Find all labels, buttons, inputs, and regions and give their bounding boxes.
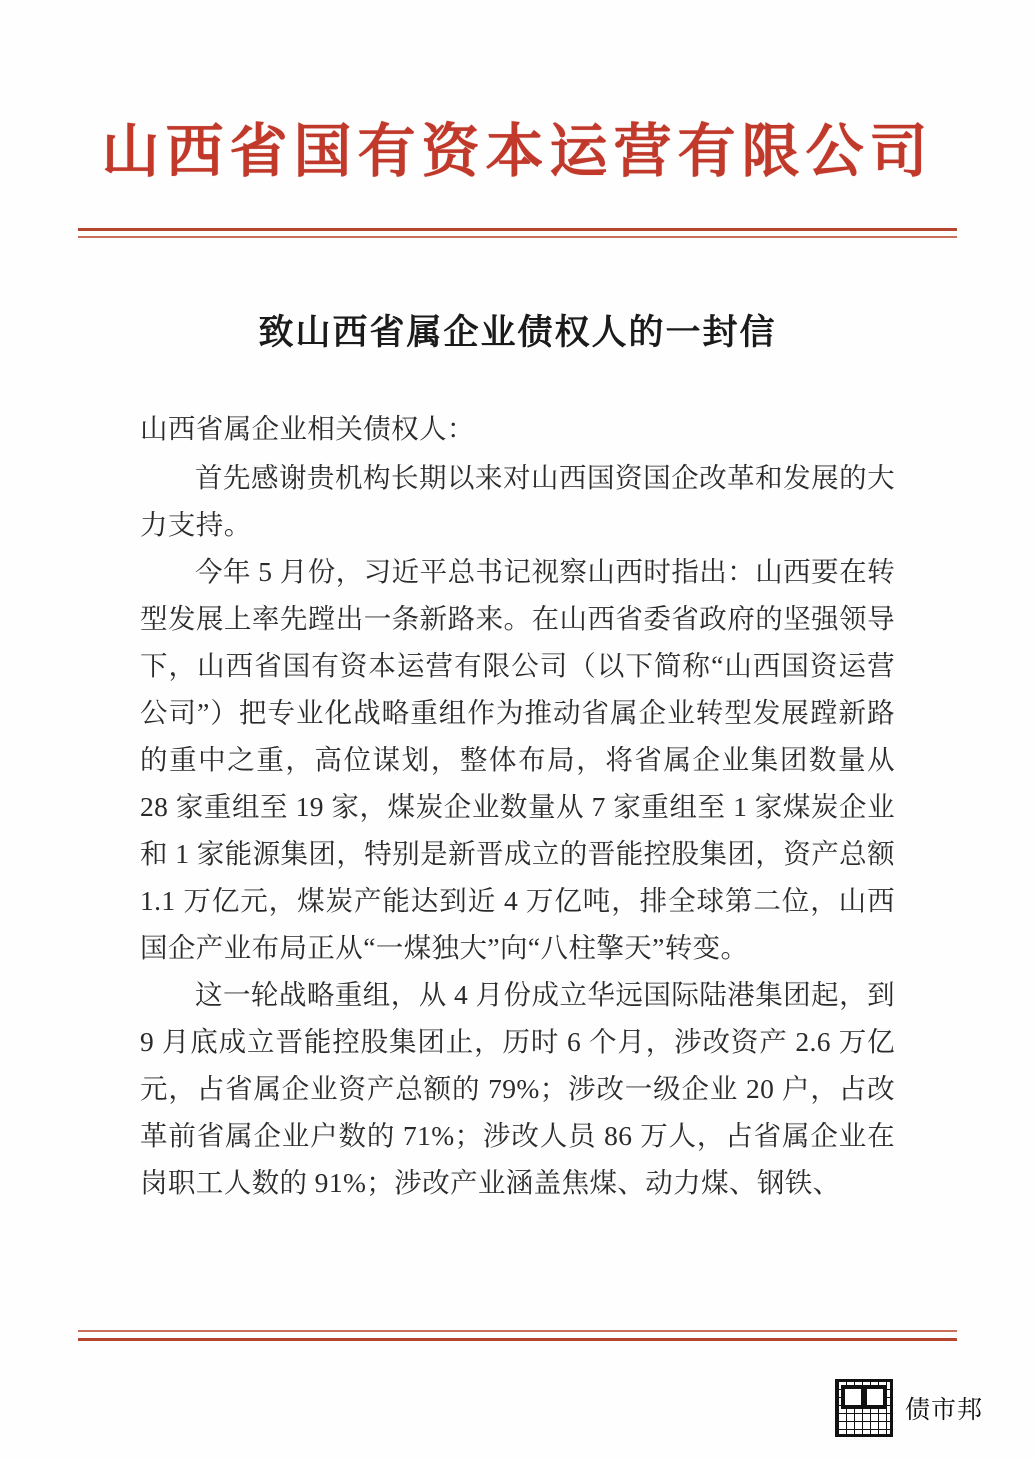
qr-code-icon bbox=[835, 1379, 893, 1437]
footer-divider-thick-line bbox=[78, 1338, 957, 1341]
header-divider-thick-line bbox=[78, 228, 957, 231]
letter-paragraph-3: 这一轮战略重组，从 4 月份成立华远国际陆港集团起，到 9 月底成立晋能控股集团止，历时 6 个月，涉改资产 2.6 万亿元，占省属企业资产总额的 79%；涉改一级企业 20 户，占改革前省属企业户数的 71%；涉改人员 86 万人，占省属企业在岗职工人数的 91%；涉改产业涵盖焦煤、动力煤、钢铁、 bbox=[140, 979, 895, 1198]
footer-brand-label: 债市邦 bbox=[904, 1395, 983, 1424]
header-divider-thin-line bbox=[78, 236, 957, 238]
letter-paragraph-1: 首先感谢贵机构长期以来对山西国资国企改革和发展的大力支持。 bbox=[140, 462, 895, 540]
letterhead bbox=[0, 118, 1035, 185]
footer-divider bbox=[78, 1330, 957, 1342]
letter-body bbox=[140, 405, 895, 1206]
header-divider bbox=[78, 228, 957, 240]
footer-divider-thin-line bbox=[78, 1330, 957, 1332]
letter-paragraph-2: 今年 5 月份，习近平总书记视察山西时指出：山西要在转型发展上率先蹚出一条新路来。在山西省委省政府的坚强领导下，山西省国有资本运营有限公司（以下简称“山西国资运营公司”）把专业化战略重组作为推动省属企业转型发展蹚新路的重中之重，高位谋划，整体布局，将省属企业集团数量从 28 家重组至 19 家，煤炭企业数量从 7 家重组至 1 家煤炭企业和 1 家能源集团，特别是新晋成立的晋能控股集团，资产总额 1.1 万亿元，煤炭产能达到近 4 万亿吨，排全球第二位，山西国企产业布局正从“一煤独大”向“八柱擎天”转变。 bbox=[140, 556, 895, 963]
page-title: 致山西省属企业债权人的一封信 bbox=[258, 312, 777, 353]
letterhead-company-name: 山西省国有资本运营有限公司 bbox=[101, 117, 934, 185]
letter-salutation: 山西省属企业相关债权人： bbox=[140, 413, 475, 444]
footer-brand bbox=[835, 1379, 983, 1437]
